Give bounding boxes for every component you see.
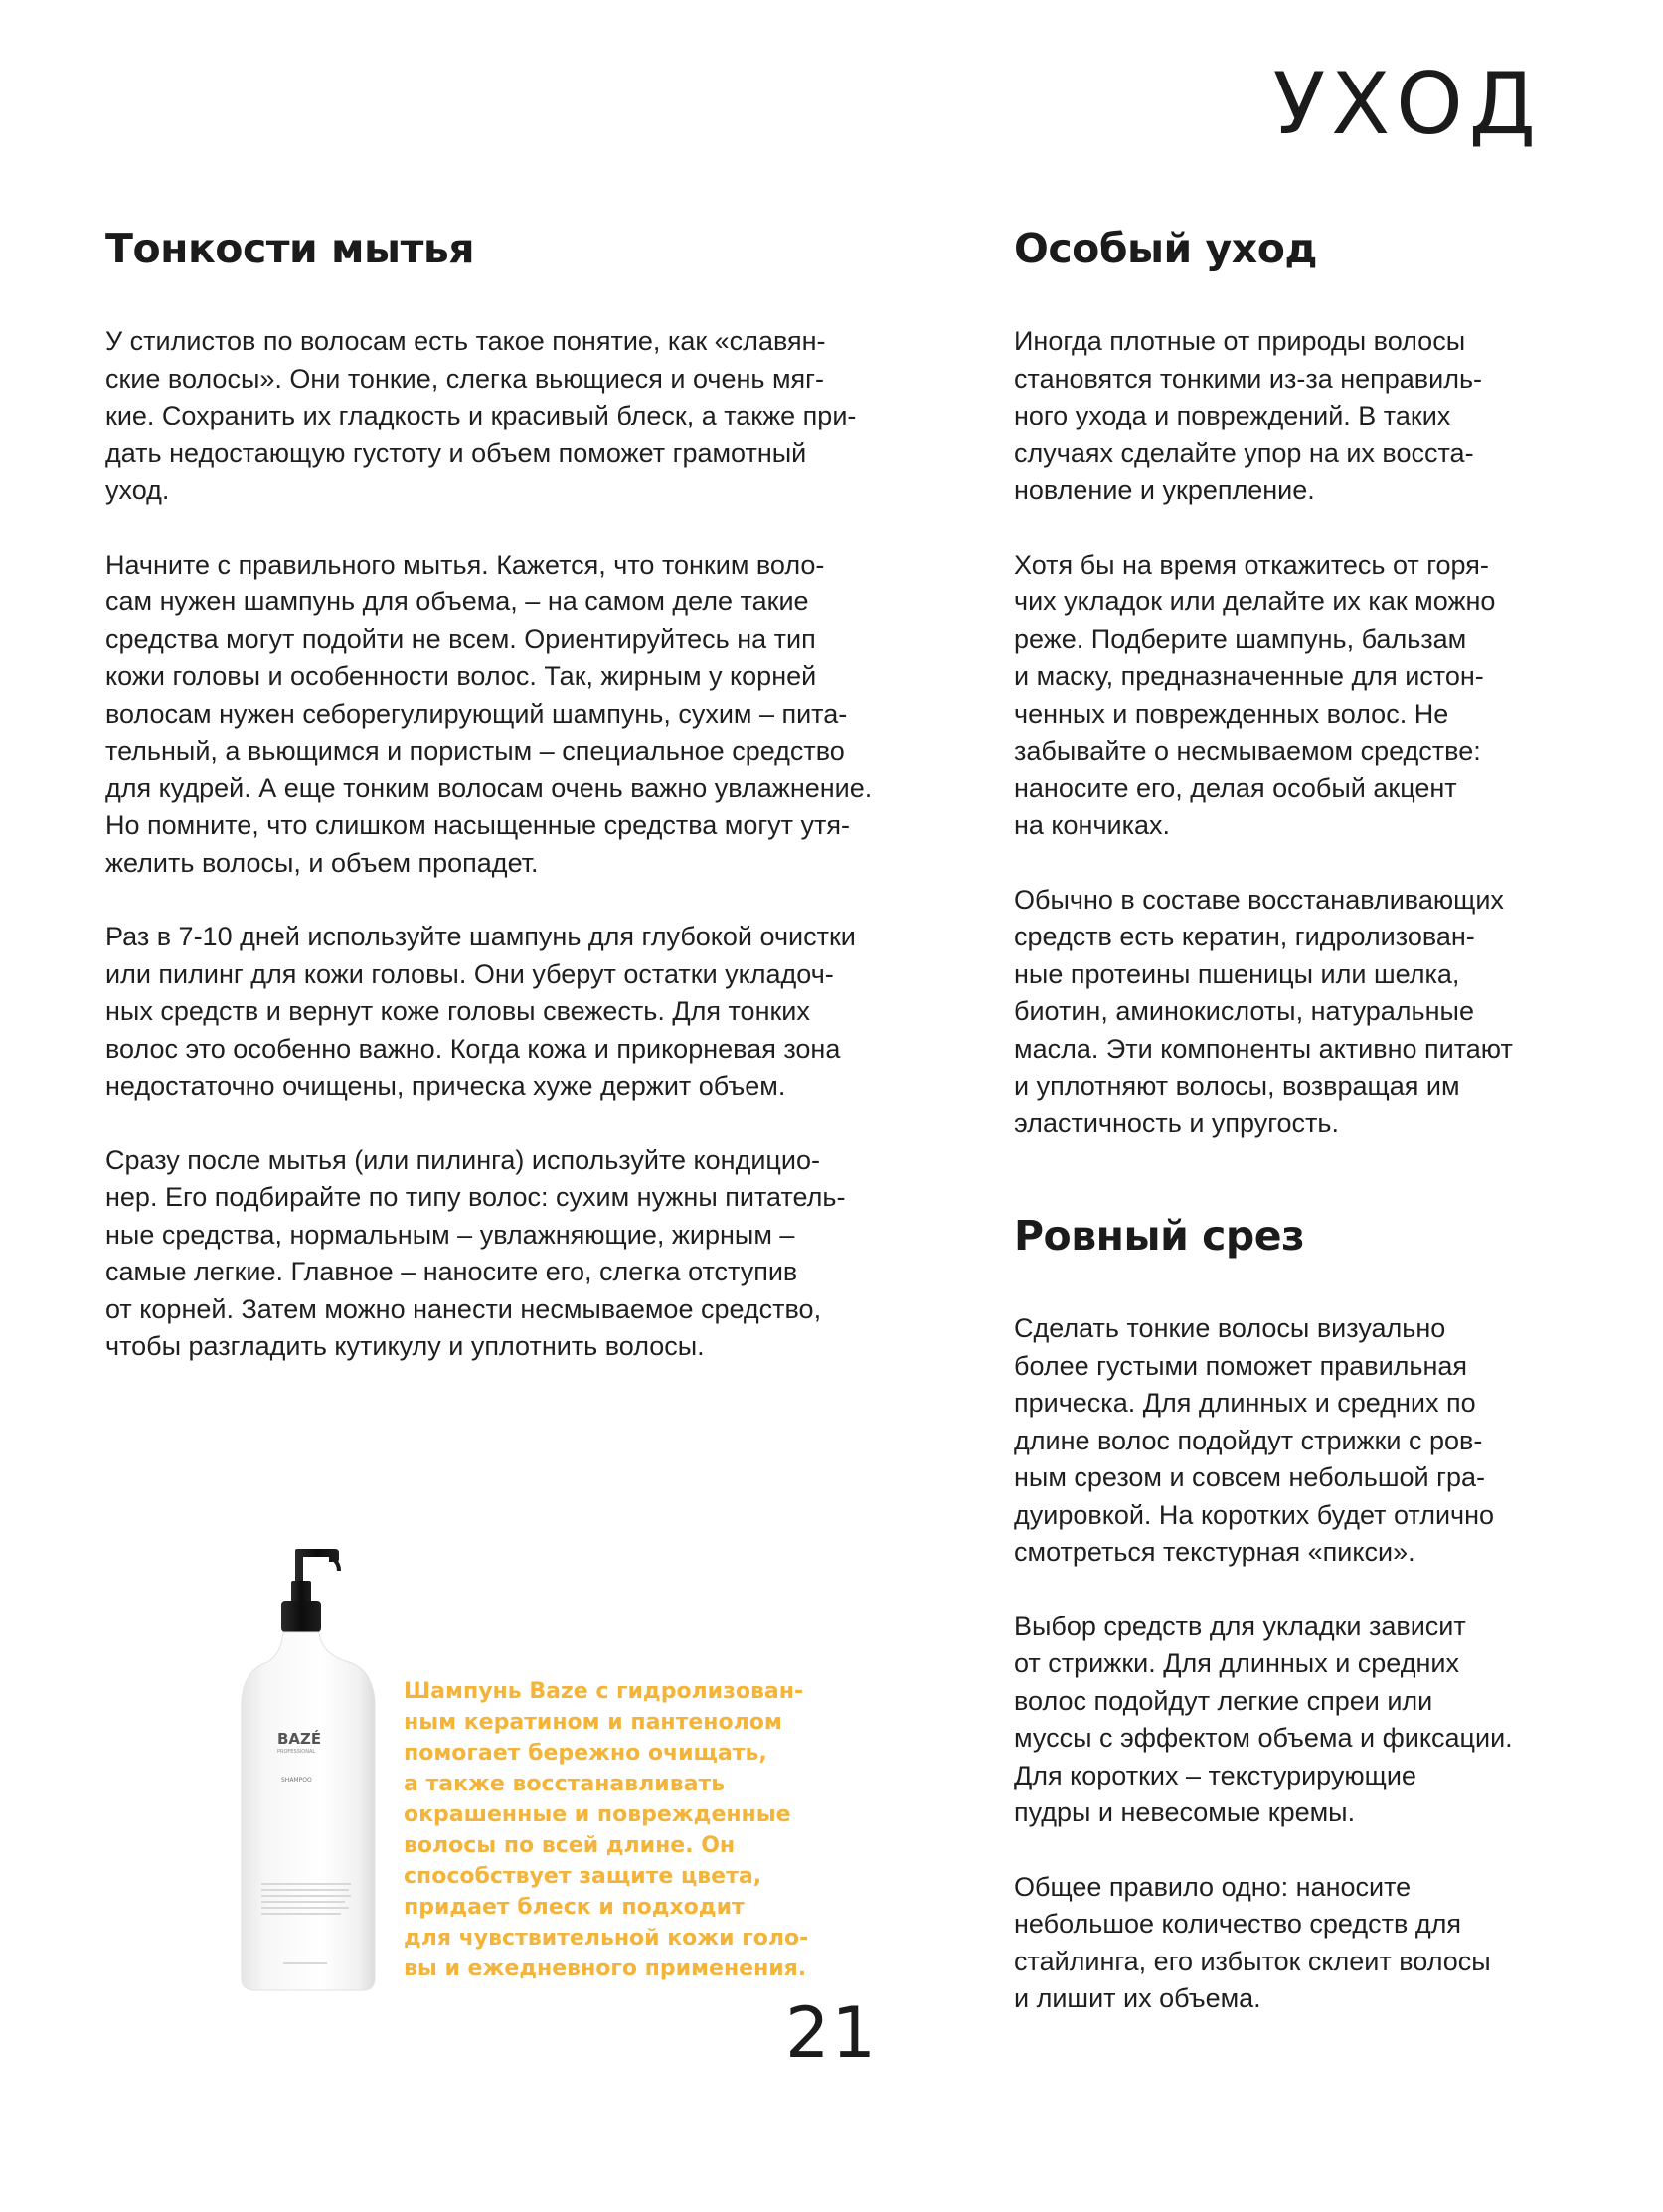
- paragraph: Общее правило одно: наносите небольшое количество средств для стайлинга, его избыток склеит волосы и лишит их объема.: [1014, 1871, 1491, 2014]
- heading-even-cut: Ровный срез: [1014, 1212, 1305, 1261]
- product-caption: Шампунь Baze с гидролизован- ным кератином и пантенолом помогает бережно очищать, а также восстанавливать окрашенные и поврежденные волосы по всей длине. Он способствует защите цвета, придает блеск и подходит для чувствительной кожи голо- вы и ежедневного применения.: [404, 1679, 809, 1981]
- right-column: [1014, 227, 1571, 2055]
- paragraph: У стилистов по волосам есть такое понятие, как «славян- ские волосы». Они тонкие, слегка вьющиеся и очень мяг- кие. Сохранить их гладкость и красивый блеск, а также при- дать недостающую густоту и объем поможет грамотный уход.: [105, 326, 857, 506]
- paragraph: Выбор средств для укладки зависит от стрижки. Для длинных и средних волос подойдут легкие спреи или муссы с эффектом объема и фиксации. Для коротких – текстурирующие пудры и невесомые кремы.: [1014, 1611, 1513, 1828]
- shampoo-bottle-image: [234, 1545, 383, 1995]
- paragraph: Сразу после мытья (или пилинга) используйте кондицио- нер. Его подбирайте по типу волос: сухим нужны питатель- ные средства, нормальным – увлажняющие, жирным – самые легкие. Главное – наносите его, слегка отступив от корней. Затем можно нанести несмываемое средство, чтобы разгладить кутикулу и уплотнить волосы.: [105, 1144, 846, 1362]
- paragraph: Начните с правильного мытья. Кажется, что тонким воло- сам нужен шампунь для объема, – на самом деле такие средства могут подойти не всем. Ориентируйтесь на тип кожи головы и особенности волос. Так, жирным у корней волосам нужен себорегулирующий шампунь, сухим – пита- тельный, а вьющимся и пористым – специальное средство для кудрей. А еще тонким волосам очень важно увлажнение. Но помните, что слишком насыщенные средства могут утя- желить волосы, и объем пропадет.: [105, 549, 873, 878]
- pump-dispenser: [281, 1549, 339, 1632]
- heading-special-care: Особый уход: [1014, 225, 1317, 272]
- section-title: УХОД: [1272, 55, 1542, 154]
- bottle-body: [242, 1632, 375, 1990]
- paragraph: Раз в 7-10 дней используйте шампунь для глубокой очистки или пилинг для кожи головы. Они уберут остатки укладоч- ных средств и вернут коже головы свежесть. Для тонких волос это особенно важно. Когда кожа и прикорневая зона недостаточно очищены, прическа хуже держит объем.: [105, 922, 856, 1102]
- left-column: [105, 227, 945, 1403]
- paragraph: Сделать тонкие волосы визуально более густыми поможет правильная прическа. Для длинных и средних по длине волос подойдут стрижки с ров- ным срезом и совсем небольшой гра- дуировкой. На коротких будет отлично смотреться текстурная «пикси».: [1014, 1313, 1495, 1568]
- paragraph: Иногда плотные от природы волосы становятся тонкими из-за неправиль- ного ухода и повреждений. В таких случаях сделайте упор на их восста- новление и укрепление.: [1014, 326, 1483, 506]
- product-type-text: SHAMPOO: [281, 1777, 312, 1784]
- paragraph: Обычно в составе восстанавливающих средств есть кератин, гидролизован- ные протеины пшеницы или шелка, биотин, аминокислоты, натуральные масла. Эти компоненты активно питают и уплотняют волосы, возвращая им эластичность и упругость.: [1014, 884, 1513, 1138]
- brand-sub-text: PROFESSIONAL: [277, 1749, 316, 1755]
- heading-washing: Тонкости мытья: [105, 225, 475, 272]
- page-number: 21: [784, 1992, 879, 2074]
- brand-text: BAZÉ: [277, 1730, 322, 1748]
- paragraph: Хотя бы на время откажитесь от горя- чих укладок или делайте их как можно реже. Подберите шампунь, бальзам и маску, предназначенные для истон- ченных и поврежденных волос. Не забывайте о несмываемом средстве: наносите его, делая особый акцент на кончиках.: [1014, 549, 1496, 841]
